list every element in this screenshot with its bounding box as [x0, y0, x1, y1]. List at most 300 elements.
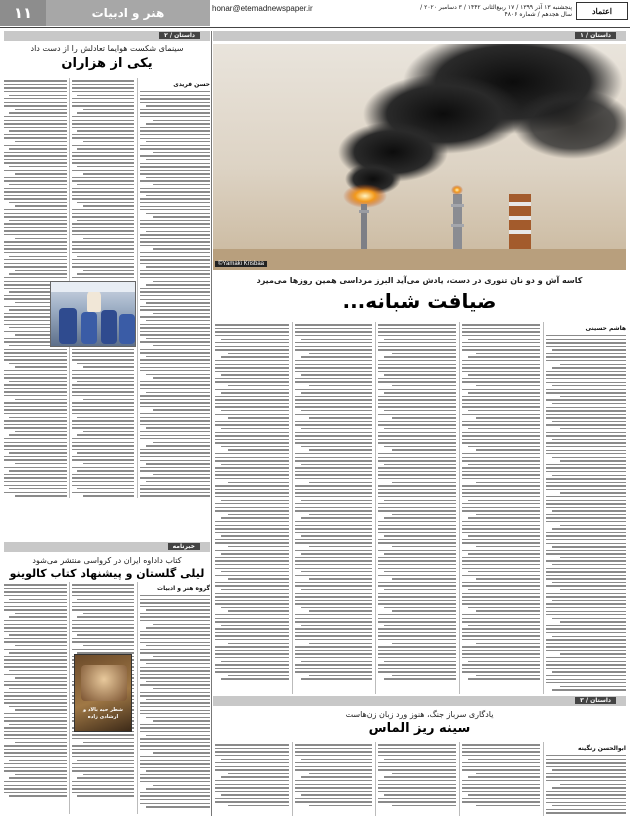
body-text-line	[4, 792, 67, 793]
body-text-line	[72, 467, 134, 468]
body-text-line	[72, 116, 134, 117]
body-text-line	[140, 616, 210, 617]
body-text-line	[140, 166, 210, 167]
body-text-line	[72, 749, 134, 750]
body-text-line	[140, 803, 210, 804]
body-text-line	[9, 760, 67, 761]
body-text-line	[72, 752, 134, 753]
body-text-line	[140, 324, 210, 325]
body-text-line	[72, 756, 134, 757]
bottom-right-author: ابوالحسن رنگینه	[577, 745, 626, 752]
body-text-line	[77, 634, 134, 635]
left-story-kicker: سینمای شکست هوایما تعادلش را از دست داد	[30, 44, 184, 53]
body-text-line	[552, 582, 626, 583]
body-text-line	[4, 445, 67, 446]
body-text-line	[4, 745, 67, 746]
body-text-line	[378, 650, 456, 651]
body-text-line	[4, 456, 67, 457]
body-text-line	[552, 671, 626, 672]
body-text-line	[140, 370, 210, 371]
bottom-left-heading	[4, 556, 210, 580]
body-text-line	[378, 367, 456, 368]
body-text-line	[9, 634, 67, 635]
body-text-line	[140, 620, 210, 621]
body-text-line	[215, 528, 289, 529]
body-text-line	[462, 453, 540, 454]
bottom-left-headline[interactable]: لیلی گلستان و پیشنهاد کتاب کالوینو	[9, 567, 205, 580]
body-text-line	[560, 686, 626, 687]
body-text-line	[77, 434, 134, 435]
body-text-line	[295, 614, 372, 615]
body-text-line	[9, 470, 67, 471]
body-text-line	[560, 589, 626, 590]
body-text-line	[552, 636, 626, 637]
body-text-line	[384, 500, 456, 501]
body-text-line	[301, 535, 372, 536]
body-text-line	[295, 632, 372, 633]
body-text-line	[4, 213, 67, 214]
body-text-line	[215, 349, 289, 350]
body-text-line	[140, 291, 210, 292]
body-text-line	[15, 173, 67, 174]
body-text-line	[140, 638, 210, 639]
body-text-line	[140, 102, 210, 103]
body-text-line	[295, 421, 372, 422]
body-text-line	[301, 553, 372, 554]
body-text-line	[4, 770, 67, 771]
body-text-line	[72, 120, 134, 121]
body-text-line	[140, 634, 210, 635]
body-text-line	[146, 213, 210, 214]
body-text-line	[4, 248, 67, 249]
body-text-line	[301, 428, 372, 429]
body-text-line	[228, 805, 289, 806]
body-text-line	[309, 449, 372, 450]
body-text-line	[546, 794, 626, 795]
body-text-line	[378, 784, 456, 785]
body-text-line	[462, 585, 540, 586]
body-text-line	[546, 371, 626, 372]
body-text-line	[462, 414, 540, 415]
body-text-line	[462, 557, 540, 558]
body-text-line	[215, 596, 289, 597]
body-text-line	[295, 618, 372, 619]
body-text-line	[476, 805, 540, 806]
body-text-line	[72, 145, 134, 146]
body-text-line	[462, 439, 540, 440]
body-text-line	[4, 424, 67, 425]
body-text-line	[4, 609, 67, 610]
bottom-right-kicker: یادگاری سرباز جنگ، هنوز ورد زبان زن‌هاست	[345, 710, 494, 719]
body-text-line	[378, 791, 456, 792]
body-text-line	[309, 546, 372, 547]
body-text-line	[295, 324, 372, 325]
body-text-line	[215, 432, 289, 433]
body-text-line	[140, 238, 210, 239]
body-text-line	[462, 568, 540, 569]
body-text-line	[546, 675, 626, 676]
bottom-right-headline[interactable]: سینه ریز الماس	[368, 721, 471, 736]
body-text-line	[72, 87, 134, 88]
body-text-line	[309, 610, 372, 611]
body-text-line	[295, 628, 372, 629]
body-text-line	[560, 653, 626, 654]
body-text-line	[384, 661, 456, 662]
body-text-line	[4, 102, 67, 103]
bottom-left-author: گروه هنر و ادبیات	[157, 585, 210, 592]
body-text-line	[153, 216, 210, 217]
body-text-line	[146, 356, 210, 357]
body-text-line	[146, 284, 210, 285]
left-story-author: حسن فریدی	[173, 81, 210, 88]
body-text-line	[77, 795, 134, 796]
body-text-line	[392, 610, 456, 611]
body-text-line	[146, 141, 210, 142]
body-text-line	[215, 784, 289, 785]
body-text-line	[215, 435, 289, 436]
body-text-line	[546, 650, 626, 651]
body-text-line	[140, 631, 210, 632]
body-text-line	[462, 496, 540, 497]
body-text-line	[295, 432, 372, 433]
body-text-line	[295, 650, 372, 651]
body-text-line	[140, 674, 210, 675]
section-email[interactable]: honar@etemadnewspaper.ir	[212, 4, 313, 13]
body-text-line	[4, 591, 67, 592]
body-text-line	[4, 134, 67, 135]
body-text-line	[215, 650, 289, 651]
body-text-line	[378, 331, 456, 332]
body-text-line	[4, 663, 67, 664]
body-text-line	[301, 392, 372, 393]
body-text-line	[295, 507, 372, 508]
body-text-line	[546, 432, 626, 433]
body-text-line	[215, 632, 289, 633]
body-text-line	[552, 475, 626, 476]
body-text-line	[72, 638, 134, 639]
body-text-line	[140, 170, 210, 171]
body-text-line	[309, 578, 372, 579]
right-story-headline[interactable]: ضیافت شبانه...	[342, 289, 497, 313]
body-text-line	[384, 776, 456, 777]
body-text-line	[140, 763, 210, 764]
body-text-line	[546, 575, 626, 576]
body-text-line	[378, 646, 456, 647]
body-text-line	[153, 785, 210, 786]
body-text-line	[4, 467, 67, 468]
body-text-line	[215, 646, 289, 647]
body-text-line	[546, 503, 626, 504]
body-text-line	[378, 787, 456, 788]
body-text-line	[546, 679, 626, 680]
body-text-line	[546, 410, 626, 411]
body-text-line	[462, 489, 540, 490]
body-text-line	[468, 500, 540, 501]
body-text-line	[72, 391, 134, 392]
body-text-line	[378, 653, 456, 654]
body-text-line	[215, 568, 289, 569]
body-text-line	[228, 385, 289, 386]
body-text-line	[462, 471, 540, 472]
body-text-line	[215, 414, 289, 415]
body-text-line	[140, 234, 210, 235]
body-text-line	[83, 205, 134, 206]
body-text-line	[140, 488, 210, 489]
body-text-line	[221, 374, 289, 375]
bottom-right-column-3	[378, 742, 456, 816]
body-text-line	[215, 474, 289, 475]
body-text-line	[15, 463, 67, 464]
body-text-line	[462, 593, 540, 594]
body-text-line	[215, 442, 289, 443]
body-text-line	[295, 460, 372, 461]
body-text-line	[4, 384, 67, 385]
body-text-line	[546, 346, 626, 347]
body-text-line	[72, 356, 134, 357]
body-text-line	[83, 399, 134, 400]
body-text-line	[378, 550, 456, 551]
body-text-line	[140, 460, 210, 461]
body-text-line	[378, 560, 456, 561]
body-text-line	[4, 659, 67, 660]
body-text-line	[140, 756, 210, 757]
body-text-line	[72, 259, 134, 260]
body-text-line	[378, 453, 456, 454]
body-text-line	[546, 632, 626, 633]
body-text-line	[378, 801, 456, 802]
body-text-line	[560, 621, 626, 622]
body-text-line	[4, 438, 67, 439]
section-title: هنر و ادبیات	[46, 0, 210, 26]
body-text-line	[140, 777, 210, 778]
body-text-line	[15, 613, 67, 614]
body-text-line	[4, 180, 67, 181]
body-text-line	[215, 331, 289, 332]
body-text-line	[462, 335, 540, 336]
body-text-line	[462, 507, 540, 508]
body-text-line	[140, 742, 210, 743]
body-text-line	[4, 87, 67, 88]
body-text-line	[140, 470, 210, 471]
body-text-line	[546, 780, 626, 781]
body-text-line	[140, 112, 210, 113]
body-text-line	[295, 564, 372, 565]
body-text-line	[221, 356, 289, 357]
body-text-line	[77, 777, 134, 778]
body-text-line	[228, 643, 289, 644]
body-text-line	[462, 342, 540, 343]
body-text-line	[4, 788, 67, 789]
body-text-line	[4, 477, 67, 478]
body-text-line	[462, 801, 540, 802]
body-text-line	[462, 539, 540, 540]
body-text-line	[378, 503, 456, 504]
body-text-line	[378, 471, 456, 472]
body-text-line	[77, 148, 134, 149]
body-text-line	[72, 91, 134, 92]
body-text-line	[153, 152, 210, 153]
body-text-line	[140, 774, 210, 775]
body-text-line	[468, 571, 540, 572]
body-text-line	[295, 766, 372, 767]
body-text-line	[153, 688, 210, 689]
body-text-line	[392, 385, 456, 386]
body-text-line	[140, 155, 210, 156]
body-text-line	[146, 699, 210, 700]
body-text-line	[546, 596, 626, 597]
body-text-line	[546, 353, 626, 354]
body-text-line	[384, 464, 456, 465]
body-text-line	[72, 631, 134, 632]
body-text-line	[228, 546, 289, 547]
body-text-line	[546, 482, 626, 483]
body-text-line	[392, 449, 456, 450]
body-text-line	[378, 492, 456, 493]
body-text-line	[228, 578, 289, 579]
body-text-line	[384, 759, 456, 760]
body-text-line	[72, 492, 134, 493]
body-text-line	[4, 377, 67, 378]
body-text-line	[468, 339, 540, 340]
body-text-line	[221, 428, 289, 429]
body-text-line	[295, 582, 372, 583]
body-text-line	[378, 593, 456, 594]
body-text-line	[77, 256, 134, 257]
body-text-line	[462, 378, 540, 379]
body-text-line	[4, 234, 67, 235]
body-text-line	[295, 349, 372, 350]
body-text-line	[546, 798, 626, 799]
body-text-line	[392, 482, 456, 483]
body-text-line	[77, 184, 134, 185]
body-text-line	[140, 273, 210, 274]
body-text-line	[4, 720, 67, 721]
body-text-line	[4, 263, 67, 264]
body-text-line	[215, 396, 289, 397]
body-text-line	[301, 446, 372, 447]
bottom-right-section-label: داستان / ۳	[575, 697, 616, 704]
body-text-line	[77, 616, 134, 617]
body-text-line	[221, 392, 289, 393]
body-text-line	[468, 794, 540, 795]
body-text-line	[378, 600, 456, 601]
body-text-line	[72, 481, 134, 482]
bottom-right-column-1	[546, 742, 626, 816]
body-text-line	[462, 600, 540, 601]
body-text-line	[462, 467, 540, 468]
body-text-line	[215, 751, 289, 752]
body-text-line	[462, 503, 540, 504]
body-text-line	[72, 374, 134, 375]
right-story-kicker: کاسه آش و دو نان تنوری در دست، یادش می‌آید البرز مرداسی همین روزها می‌میرد	[256, 276, 583, 285]
body-text-line	[378, 346, 456, 347]
body-text-line	[546, 424, 626, 425]
body-text-line	[4, 409, 67, 410]
body-text-line	[295, 653, 372, 654]
body-text-line	[140, 327, 210, 328]
body-text-line	[140, 352, 210, 353]
body-text-line	[546, 360, 626, 361]
body-text-line	[378, 557, 456, 558]
body-text-line	[215, 453, 289, 454]
body-text-line	[72, 252, 134, 253]
left-story-headline[interactable]: یکی از هزاران	[61, 56, 153, 71]
body-text-line	[72, 588, 134, 589]
body-text-line	[153, 377, 210, 378]
body-text-line	[378, 618, 456, 619]
right-section-label: داستان / ۱	[575, 32, 616, 39]
body-text-line	[83, 109, 134, 110]
body-text-line	[295, 784, 372, 785]
body-text-line	[560, 784, 626, 785]
body-text-line	[140, 467, 210, 468]
left-story-column-1	[140, 78, 210, 498]
body-text-line	[4, 402, 67, 403]
body-text-line	[552, 403, 626, 404]
body-text-line	[9, 616, 67, 617]
body-text-line	[546, 766, 626, 767]
body-text-line	[72, 477, 134, 478]
body-text-line	[546, 611, 626, 612]
body-text-line	[4, 666, 67, 667]
body-text-line	[4, 155, 67, 156]
body-text-line	[215, 664, 289, 665]
body-text-line	[546, 762, 626, 763]
body-text-line	[378, 521, 456, 522]
body-text-line	[140, 252, 210, 253]
body-text-line	[546, 392, 626, 393]
body-text-line	[295, 328, 372, 329]
body-text-line	[295, 510, 372, 511]
body-text-line	[295, 492, 372, 493]
body-text-line	[546, 646, 626, 647]
body-text-line	[72, 127, 134, 128]
body-text-line	[72, 409, 134, 410]
body-text-line	[9, 363, 67, 364]
body-text-line	[215, 489, 289, 490]
body-text-line	[140, 180, 210, 181]
body-text-line	[15, 399, 67, 400]
body-text-line	[546, 407, 626, 408]
body-text-line	[140, 349, 210, 350]
body-text-line	[378, 568, 456, 569]
body-text-line	[468, 625, 540, 626]
body-text-line	[72, 445, 134, 446]
body-text-line	[4, 152, 67, 153]
body-text-line	[378, 532, 456, 533]
body-text-line	[215, 467, 289, 468]
body-text-line	[378, 671, 456, 672]
body-text-line	[468, 356, 540, 357]
body-text-line	[72, 584, 134, 585]
body-text-line	[295, 748, 372, 749]
body-text-line	[146, 609, 210, 610]
body-text-line	[15, 709, 67, 710]
body-text-line	[140, 259, 210, 260]
oil-flare-photo	[213, 44, 626, 270]
body-text-line	[462, 525, 540, 526]
body-text-line	[384, 535, 456, 536]
body-text-line	[140, 659, 210, 660]
body-text-line	[72, 449, 134, 450]
body-text-line	[295, 600, 372, 601]
body-text-line	[301, 607, 372, 608]
body-text-line	[295, 457, 372, 458]
body-text-line	[476, 417, 540, 418]
body-text-line	[378, 603, 456, 604]
body-text-line	[309, 643, 372, 644]
body-text-line	[146, 663, 210, 664]
